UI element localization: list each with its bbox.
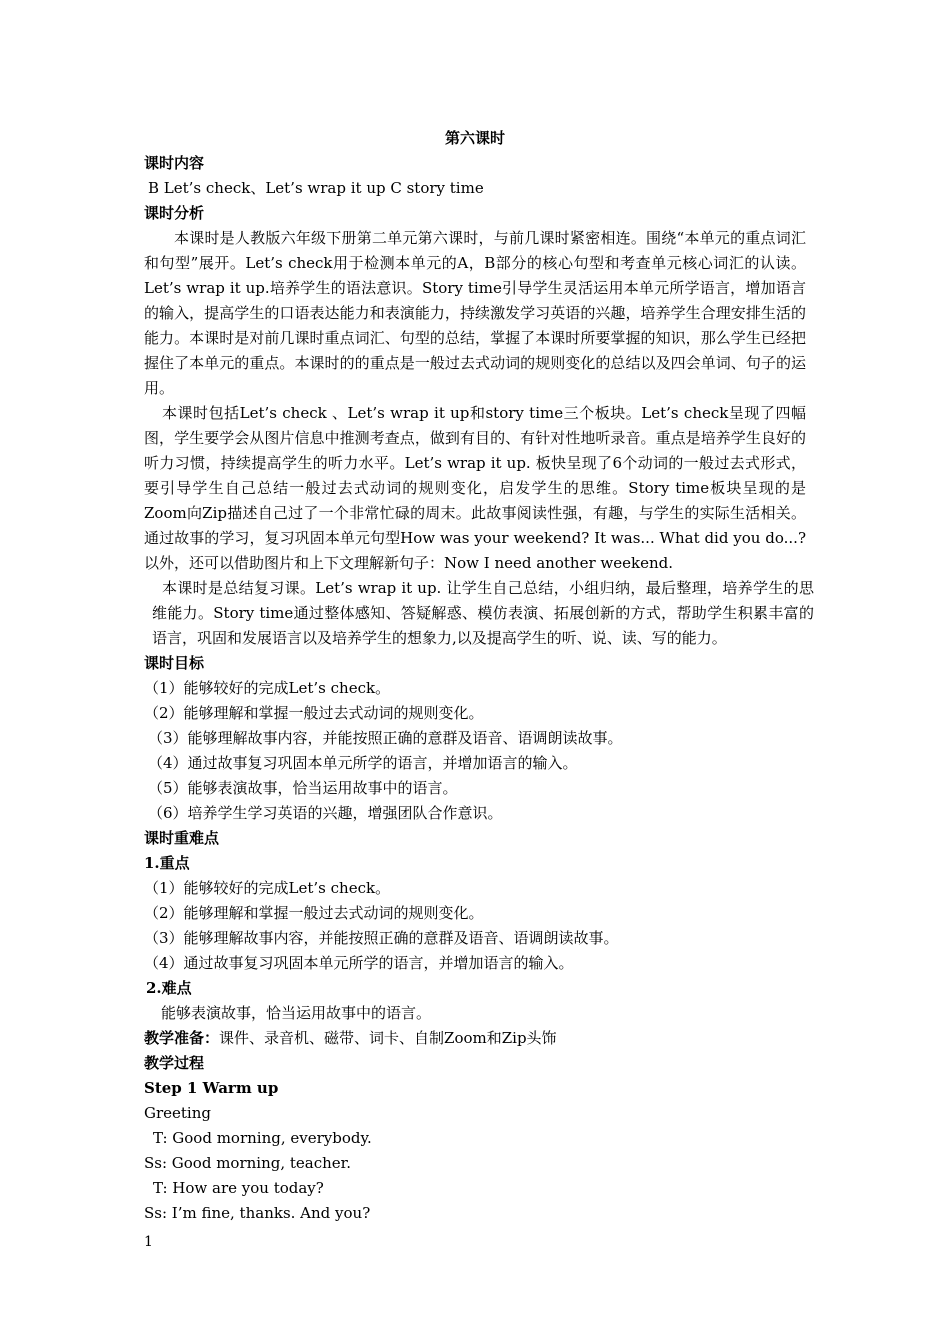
section-heading-prep: 教学准备： — [144, 1029, 220, 1047]
process-line — [144, 1176, 824, 1201]
section-heading-process: 教学过程 — [144, 1054, 205, 1072]
process-line: Ss: I’m fine, thanks. And you? — [144, 1204, 371, 1222]
key-point-item: （2）能够理解和掌握一般过去式动词的规则变化。 — [144, 904, 484, 922]
goal-item: （5）能够表演故事，恰当运用故事中的语言。 — [148, 779, 458, 797]
goal-item: （6）培养学生学习英语的兴趣，增强团队合作意识。 — [148, 804, 503, 822]
step-heading: Step 1 Warm up — [144, 1079, 279, 1097]
key-point-item: （3）能够理解故事内容，并能按照正确的意群及语音、语调朗读故事。 — [144, 929, 619, 947]
goal-item: （2）能够理解和掌握一般过去式动词的规则变化。 — [144, 704, 484, 722]
key-point-item: （4）通过故事复习巩固本单元所学的语言，并增加语言的输入。 — [144, 954, 574, 972]
process-line: Greeting — [144, 1104, 211, 1122]
section-heading-key-points: 课时重难点 — [144, 829, 220, 847]
key-point-item: （1）能够较好的完成Let’s check。 — [144, 879, 391, 897]
section-heading-content: 课时内容 — [144, 154, 205, 172]
process-line-text: T: How are you today? — [153, 1179, 324, 1197]
analysis-paragraph-3: 本课时是总结复习课。Let’s wrap it up. 让学生自己总结，小组归纳，最后整理，培养学生的思维能力。Story time通过整体感知、答疑解惑、模仿表演、拓展创新的方式，帮助学生积累丰富的语言，巩固和发展语言以及培养学生的想象力,以及提高学生的听、说、读、写的能力。 — [152, 579, 814, 647]
section-heading-goals: 课时目标 — [144, 654, 205, 672]
difficult-points-subheading: 2.难点 — [146, 979, 192, 997]
content-text: B Let’s check、Let’s wrap it up C story time — [148, 179, 484, 197]
page-title: 第六课时 — [444, 129, 505, 147]
key-points-subheading: 1.重点 — [144, 854, 190, 872]
goal-item: （1）能够较好的完成Let’s check。 — [144, 679, 391, 697]
analysis-paragraph-2: 本课时包括Let’s check 、Let’s wrap it up和story time三个板块。Let’s check呈现了四幅图，学生要学会从图片信息中推测考查点，做到有目的、有针对性地听录音。重点是培养学生良好的听力习惯，持续提高学生的听力水平。Let’s wrap it up. 板快呈现了6个动词的一般过去式形式，要引导学生自己总结一般过去式动词的规则变化，启发学生的思维。Story time板块呈现的是Zoom向Zip描述自己过了一个非常忙碌的周末。此故事阅读性强，有趣，与学生的实际生活相关。通过故事的学习，复习巩固本单元句型How was your weekend? It was... What did you do...?以外，还可以借助图片和上下文理解新句子：Now I need another weekend. — [144, 404, 806, 572]
analysis-paragraph-1: 本课时是人教版六年级下册第二单元第六课时，与前几课时紧密相连。围绕“本单元的重点词汇和句型”展开。Let’s check用于检测本单元的A，B部分的核心句型和考查单元核心词汇的认读。Let’s wrap it up.培养学生的语法意识。Story time引导学生灵活运用本单元所学语言，增加语言的输入，提高学生的口语表达能力和表演能力，持续激发学习英语的兴趣，培养学生合理安排生活的能力。本课时是对前几课时重点词汇、句型的总结，掌握了本课时所要掌握的知识，那么学生已经把握住了本单元的重点。本课时的的重点是一般过去式动词的规则变化的总结以及四会单词、句子的运用。 — [144, 229, 806, 397]
page-number: 1 — [144, 1234, 153, 1250]
process-line-text: T: Good morning, everybody. — [153, 1129, 372, 1147]
process-line — [144, 1126, 824, 1151]
goal-item: （4）通过故事复习巩固本单元所学的语言，并增加语言的输入。 — [148, 754, 578, 772]
prep-text: 课件、录音机、磁带、词卡、自制Zoom和Zip头饰 — [219, 1029, 557, 1047]
section-heading-analysis: 课时分析 — [144, 204, 205, 222]
difficult-point-text: 能够表演故事，恰当运用故事中的语言。 — [161, 1004, 432, 1022]
document-body — [144, 126, 824, 1226]
goal-item: （3）能够理解故事内容，并能按照正确的意群及语音、语调朗读故事。 — [148, 729, 623, 747]
teaching-prep — [144, 1026, 824, 1051]
process-line: Ss: Good morning, teacher. — [144, 1154, 351, 1172]
